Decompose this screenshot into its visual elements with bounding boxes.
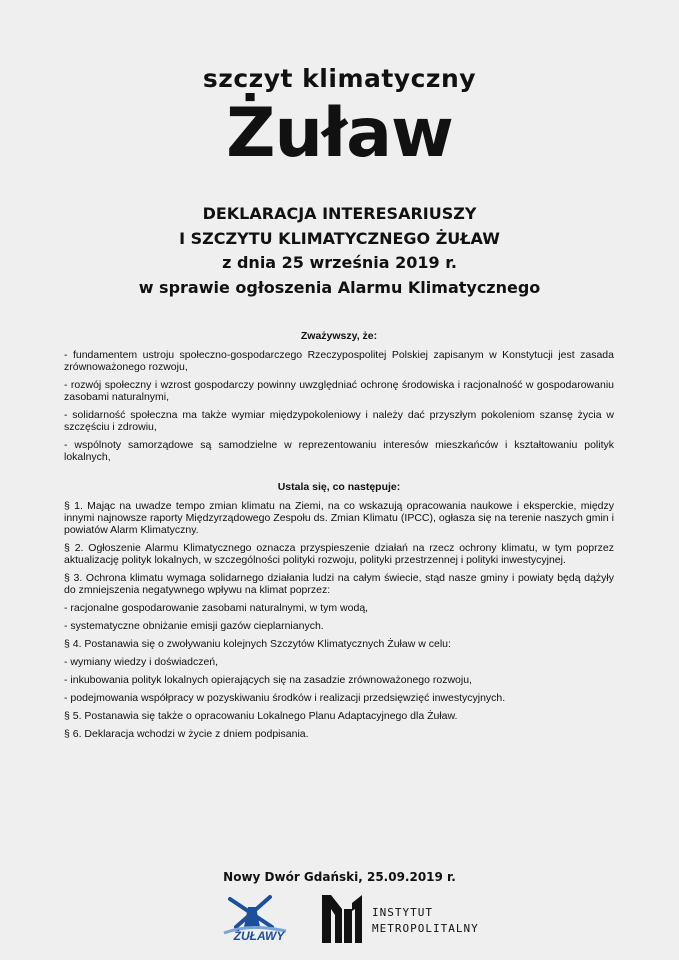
whereas-item: - fundamentem ustroju społeczno-gospodarczego Rzeczypospolitej Polskiej zapisanym w Konstytucji jest zasada zrównoważonego rozwoju, [64,349,614,373]
resolved-item: § 2. Ogłoszenie Alarmu Klimatycznego oznacza przyspieszenie działań na rzecz ochrony klimatu, w tym poprzez aktualizację polityk lokalnych, w szczególności polityki rozwoju, polityki przestrzennej i polityki inwestycyjnej. [64,542,614,566]
declaration-title-line: w sprawie ogłoszenia Alarmu Klimatycznego [138,277,541,297]
resolved-item: - inkubowania polityk lokalnych opierających się na zasadzie zrównoważonego rozwoju, [64,674,472,686]
whereas-item: - rozwój społeczny i wzrost gospodarczy powinny uwzględniać ochronę środowiska i racjonalność w gospodarowaniu zasobami naturalnymi, [64,379,614,403]
resolved-item: - podejmowania współpracy w pozyskiwaniu środków i realizacji przedsięwzięć inwestycyjnych. [64,692,506,704]
resolved-item: - racjonalne gospodarowanie zasobami naturalnymi, w tym wodą, [64,602,369,614]
resolved-item: § 4. Postanawia się o zwoływaniu kolejnych Szczytów Klimatycznych Żuław w celu: [64,638,451,650]
resolved-item: § 3. Ochrona klimatu wymaga solidarnego działania ludzi na całym świecie, stąd nasze gminy i powiaty będą dążyły do zmniejszenia negatywnego wpływu na klimat poprzez: [64,572,614,596]
declaration-title [0,202,679,300]
resolved-item: - systematyczne obniżanie emisji gazów cieplarnianych. [64,620,324,632]
place-and-date: Nowy Dwór Gdański, 25.09.2019 r. [223,870,456,884]
resolved-item: § 1. Mając na uwadze tempo zmian klimatu na Ziemi, na co wskazują opracowania naukowe i eksperckie, między innymi najnowsze raporty Międzyrządowego Zespołu ds. Zmian Klimatu (IPCC), ogłasza się na terenie naszych gmin i powiatów Alarm Klimatyczny. [64,500,614,536]
resolved-heading: Ustala się, co następuje: [277,481,401,493]
whereas-item: - wspólnoty samorządowe są samodzielne w reprezentowaniu interesów mieszkańców i kształtowaniu polityk lokalnych, [64,439,614,463]
resolved-item: § 5. Postanawia się także o opracowaniu Lokalnego Planu Adaptacyjnego dla Żuław. [64,710,458,722]
resolved-item: - wymiany wiedzy i doświadczeń, [64,656,219,668]
whereas-item: - solidarność społeczna ma także wymiar międzypokoleniowy i należy dać przyszłym pokoleniom szansę życia w szczęściu i zdrowiu, [64,409,614,433]
declaration-title-line: I SZCZYTU KLIMATYCZNEGO ŻUŁAW [179,228,500,248]
resolved-item: § 6. Deklaracja wchodzi w życie z dniem podpisania. [64,728,309,740]
summit-title: Żuław [226,94,453,173]
instytut-metropolitalny-logo-mark [322,895,362,943]
instytut-metropolitalny-wordmark [372,905,479,937]
declaration-title-line: DEKLARACJA INTERESARIUSZY [202,204,477,223]
whereas-heading: Zważywszy, że: [300,330,378,342]
wordmark-line: INSTYTUT [372,906,433,919]
declaration-body [64,330,614,746]
declaration-title-line: z dnia 25 września 2019 r. [222,253,457,272]
wordmark-line: METROPOLITALNY [372,922,479,935]
summit-kicker: szczyt klimatyczny [202,64,477,93]
zulawy-logo-label: ŻUŁAWY [233,929,285,943]
